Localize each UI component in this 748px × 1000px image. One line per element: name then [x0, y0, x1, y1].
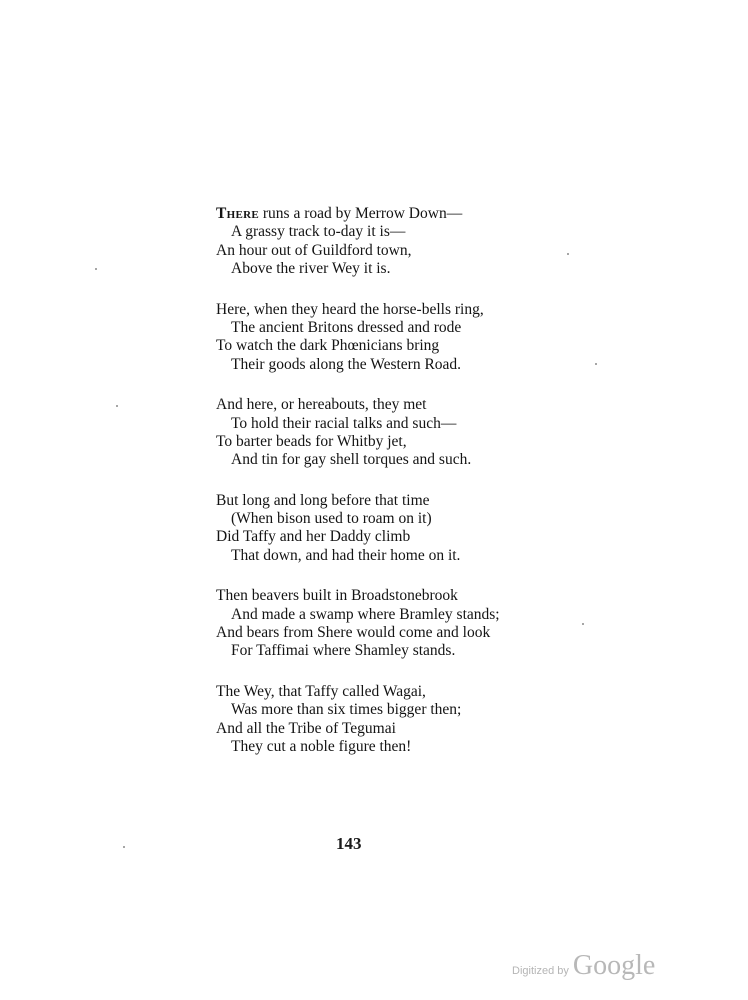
poem-line: (When bison used to roam on it): [231, 510, 432, 528]
scan-speck: [123, 846, 125, 848]
digitized-watermark: [512, 950, 655, 982]
poem: [216, 205, 536, 778]
poem-line: And all the Tribe of Tegumai: [216, 719, 396, 737]
poem-line: The Wey, that Taffy called Wagai,: [216, 682, 426, 700]
poem-line: And bears from Shere would come and look: [216, 624, 491, 642]
poem-line: Did Taffy and her Daddy climb: [216, 528, 411, 546]
poem-line: Then beavers built in Broadstonebrook: [216, 587, 458, 605]
poem-line: But long and long before that time: [216, 491, 430, 509]
poem-line: They cut a noble figure then!: [231, 737, 412, 755]
poem-line: The ancient Britons dressed and rode: [231, 318, 462, 336]
poem-line: Their goods along the Western Road.: [231, 355, 462, 373]
poem-line: And here, or hereabouts, they met: [216, 396, 427, 414]
page-number: 143: [336, 834, 362, 853]
stanza-3: [216, 396, 536, 470]
stanza-5: [216, 587, 536, 661]
stanza-1: [216, 205, 536, 279]
stanza-6: [216, 683, 536, 757]
poem-line: There runs a road by Merrow Down—: [216, 205, 463, 222]
scan-speck: [95, 268, 97, 270]
poem-line: And tin for gay shell torques and such.: [231, 451, 472, 469]
scan-speck: [567, 253, 569, 255]
poem-line: Here, when they heard the horse-bells ring,: [216, 300, 484, 318]
poem-line: To barter beads for Whitby jet,: [216, 432, 407, 450]
opening-word: There: [216, 205, 260, 222]
poem-line: For Taffimai where Shamley stands.: [231, 642, 456, 660]
poem-line: Was more than six times bigger then;: [231, 701, 462, 719]
poem-line: To watch the dark Phœnicians bring: [216, 337, 440, 355]
poem-line: Above the river Wey it is.: [231, 260, 391, 278]
scan-speck: [116, 405, 118, 407]
scan-speck: [582, 623, 584, 625]
poem-line: A grassy track to-day it is—: [231, 223, 406, 241]
poem-line: That down, and had their home on it.: [231, 546, 461, 564]
stanza-4: [216, 492, 536, 566]
scan-speck: [595, 363, 597, 365]
watermark-brand-logo: Google: [572, 950, 656, 981]
poem-line: And made a swamp where Bramley stands;: [231, 605, 500, 623]
watermark-prefix: Digitized by: [512, 965, 569, 977]
poem-line: An hour out of Guildford town,: [216, 241, 412, 259]
stanza-2: [216, 301, 536, 375]
poem-line: To hold their racial talks and such—: [231, 414, 457, 432]
